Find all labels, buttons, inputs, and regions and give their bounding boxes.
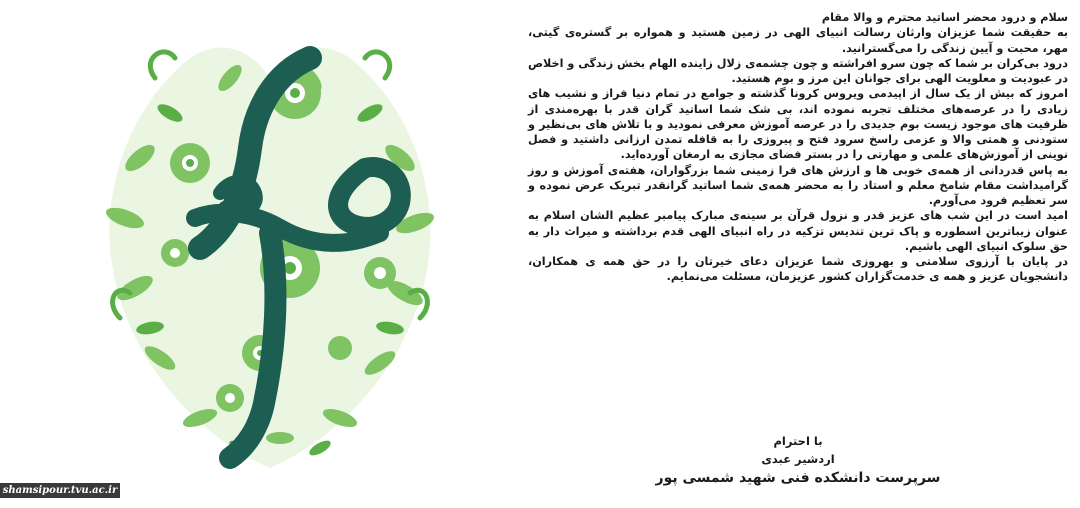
website-watermark: shamsipour.tvu.ac.ir	[0, 483, 120, 498]
letter-body	[528, 10, 1068, 285]
letter-paragraph: امید است در این شب های عزیز قدر و نزول قرآن بر سینه‌ی مبارک پیامبر عظیم الشان اسلام به عنوان زیباترین اسطوره و پاک ترین تندیس تزکیه در راه انبیای الهی قدم برداشته و میراث دار به حق سلوک انبیای الهی باشیم.	[528, 209, 1068, 253]
signature-name: اردشیر عبدی	[761, 452, 835, 466]
letter-paragraph: به پاس قدردانی از همه‌ی خوبی ها و ارزش های فرا زمینی شما بزرگواران، هفته‌ی آموزش و روز گرامیداشت مقام شامخ معلم و استاد را به محضر همه‌ی شما اساتید گرانقدر تبریک عرض نموده و سر تعظیم فرود می‌آورم.	[528, 163, 1068, 207]
signature-regards: با احترام	[773, 434, 823, 448]
letter-paragraph: در پایان با آرزوی سلامتی و بهروزی شما عزیزان دعای خیرتان را در حق همه ی همکاران، دانشجویان عزیز و همه ی خدمت‌گزاران کشور عزیزمان، مسئلت می‌نمایم.	[528, 255, 1068, 284]
letter-paragraph: امروز که بیش از یک سال از اپیدمی ویروس کرونا گذشته و جوامع در تمام دنیا فراز و نشیب های زیادی را در عرصه‌های مختلف تجربه نموده اند، بی شک شما اساتید گران قدر با بهره‌مندی از ظرفیت های موجود زیست بوم جدیدی را در عرصه آموزش معرفی نمودید و با تلاش های بی‌نظیر و ستودنی و همتی والا و عزمی راسخ سرود فتح و پیروزی را به قافله تمدن ارزانی داشتید و فصل نوینی از آموزش‌های علمی و مهارتی را در بستر فضای مجازی به ارمغان آورده‌اید.	[528, 87, 1068, 162]
letter-greeting: سلام و درود محضر اساتید محترم و والا مقام	[821, 11, 1068, 24]
signature-title: سرپرست دانشکده فنی شهید شمسی پور	[655, 470, 941, 486]
teacher-calligraphy-artwork	[80, 18, 460, 478]
letter-paragraph: به حقیقت شما عزیزان وارثان رسالت انبیای الهی در زمین هستید و همواره بر گستره‌ی گیتی، مهر، محبت و آیین زندگی را می‌گسترانید.	[528, 26, 1068, 55]
letter-paragraph: درود بی‌کران بر شما که چون سرو افراشته و چون چشمه‌ی زلال زاینده الهام بخش زندگی و اخلاص در عبودیت و معلویت الهی برای جوانان این مرز و بوم هستید.	[528, 56, 1068, 85]
